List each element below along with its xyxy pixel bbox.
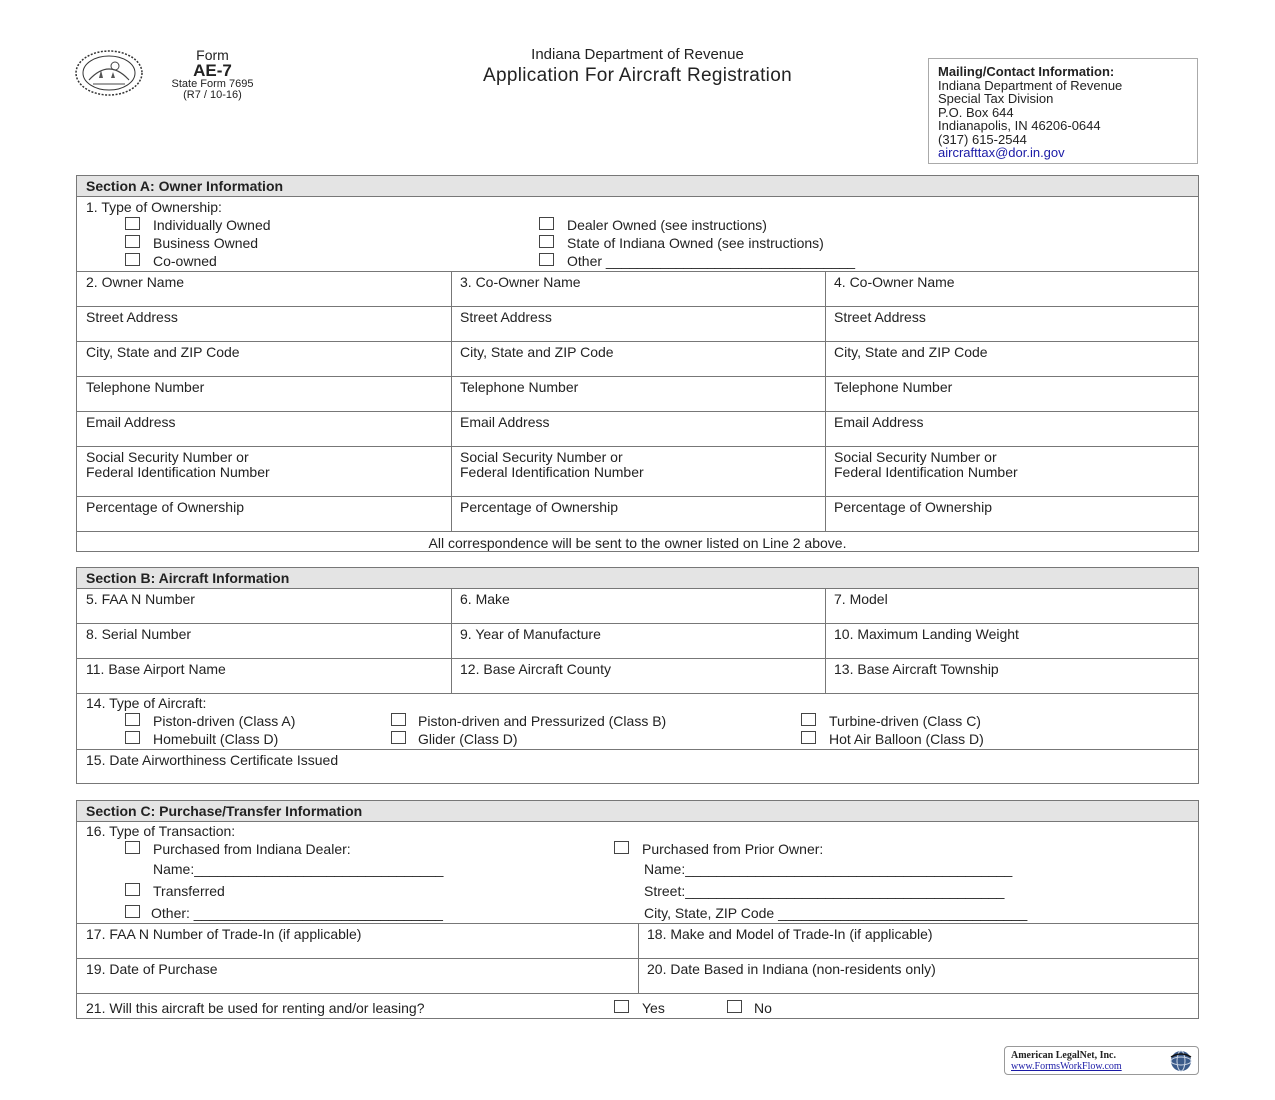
- section-b-title: Section B: Aircraft Information: [77, 568, 1198, 589]
- form-revision: (R7 / 10-16): [183, 89, 242, 101]
- state-seal-icon: [75, 50, 143, 96]
- form-header: [150, 48, 275, 101]
- make-field[interactable]: 6. Make: [460, 591, 510, 607]
- mailing-phone: (317) 615-2544: [938, 131, 1027, 147]
- no-label: No: [754, 1000, 772, 1016]
- prior-owner-name-field[interactable]: Name:__________________________________________: [644, 861, 1013, 877]
- ssn-label-line1: Social Security Number or: [460, 449, 623, 465]
- checkbox-state-owned[interactable]: [539, 235, 554, 248]
- aircraft-type-label: 14. Type of Aircraft:: [86, 695, 207, 711]
- globe-icon: [1168, 1049, 1194, 1073]
- year-of-manufacture-field[interactable]: 9. Year of Manufacture: [460, 626, 601, 642]
- owner-street-field[interactable]: Street Address: [86, 309, 178, 325]
- checkbox-purchased-from-dealer[interactable]: [125, 841, 140, 854]
- logo-url-link[interactable]: www.FormsWorkFlow.com: [1011, 1061, 1122, 1072]
- coowner1-ssn-field[interactable]: [451, 448, 653, 482]
- trade-in-make-model-field[interactable]: 18. Make and Model of Trade-In (if applicable): [647, 926, 933, 942]
- dealer-name-field[interactable]: Name:________________________________: [153, 861, 444, 877]
- checkbox-dealer-owned[interactable]: [539, 217, 554, 230]
- checkbox-rental-no[interactable]: [727, 1000, 742, 1013]
- coowner1-street-field[interactable]: Street Address: [460, 309, 552, 325]
- option-label: Purchased from Indiana Dealer:: [153, 841, 351, 857]
- option-label: Homebuilt (Class D): [153, 731, 279, 747]
- coowner2-city-field[interactable]: City, State and ZIP Code: [834, 344, 988, 360]
- yes-label: Yes: [642, 1000, 665, 1016]
- option-label: Piston-driven and Pressurized (Class B): [418, 713, 667, 729]
- title-block: [380, 46, 895, 87]
- owner-ssn-field[interactable]: [77, 448, 279, 482]
- ssn-label-line1: Social Security Number or: [86, 449, 249, 465]
- option-label: Purchased from Prior Owner:: [642, 841, 824, 857]
- option-label: Piston-driven (Class A): [153, 713, 296, 729]
- other-transaction-field[interactable]: Other: ________________________________: [151, 905, 443, 921]
- coowner1-email-field[interactable]: Email Address: [460, 414, 550, 430]
- ssn-label-line2: Federal Identification Number: [86, 464, 270, 480]
- date-based-in-indiana-field[interactable]: 20. Date Based in Indiana (non-residents only): [647, 961, 936, 977]
- model-field[interactable]: 7. Model: [834, 591, 888, 607]
- base-airport-name-field[interactable]: 11. Base Airport Name: [86, 661, 226, 677]
- ssn-label-line2: Federal Identification Number: [834, 464, 1018, 480]
- coowner1-city-field[interactable]: City, State and ZIP Code: [460, 344, 614, 360]
- coowner1-phone-field[interactable]: Telephone Number: [460, 379, 579, 395]
- coowner2-percentage-field[interactable]: Percentage of Ownership: [834, 499, 992, 515]
- option-label: Turbine-driven (Class C): [829, 713, 981, 729]
- coowner1-percentage-field[interactable]: Percentage of Ownership: [460, 499, 618, 515]
- transaction-type-label: 16. Type of Transaction:: [86, 823, 236, 839]
- correspondence-note: All correspondence will be sent to the owner listed on Line 2 above.: [428, 535, 847, 551]
- ownership-type-label: 1. Type of Ownership:: [86, 199, 222, 215]
- contact-email-link[interactable]: aircrafttax@dor.in.gov: [938, 145, 1065, 160]
- section-a-title: Section A: Owner Information: [77, 176, 1198, 197]
- logo-company-name: American LegalNet, Inc.: [1011, 1050, 1116, 1061]
- option-label: Glider (Class D): [418, 731, 518, 747]
- mailing-line: Indianapolis, IN 46206-0644: [938, 118, 1101, 133]
- form-number: AE-7: [193, 61, 232, 80]
- ssn-label-line1: Social Security Number or: [834, 449, 997, 465]
- checkbox-hot-air-balloon[interactable]: [801, 731, 816, 744]
- coowner1-name-field[interactable]: 3. Co-Owner Name: [460, 274, 581, 290]
- other-ownership-field[interactable]: Other ________________________________: [567, 253, 856, 269]
- max-landing-weight-field[interactable]: 10. Maximum Landing Weight: [834, 626, 1019, 642]
- option-label: Co-owned: [153, 253, 217, 269]
- faa-n-number-field[interactable]: 5. FAA N Number: [86, 591, 195, 607]
- form-label: Form: [196, 47, 229, 63]
- agency-name: Indiana Department of Revenue: [531, 46, 744, 63]
- checkbox-rental-yes[interactable]: [614, 1000, 629, 1013]
- option-label: State of Indiana Owned (see instructions): [567, 235, 824, 251]
- checkbox-glider[interactable]: [391, 731, 406, 744]
- checkbox-other-ownership[interactable]: [539, 253, 554, 266]
- option-label: Transferred: [153, 883, 225, 899]
- mailing-line: P.O. Box 644: [938, 104, 1014, 120]
- checkbox-turbine-driven[interactable]: [801, 713, 816, 726]
- coowner2-ssn-field[interactable]: [825, 448, 1027, 482]
- trade-in-n-number-field[interactable]: 17. FAA N Number of Trade-In (if applicable): [86, 926, 362, 942]
- owner-name-field[interactable]: 2. Owner Name: [86, 274, 185, 290]
- page-title: Application For Aircraft Registration: [483, 65, 792, 86]
- prior-owner-street-field[interactable]: Street:_________________________________________: [644, 883, 1005, 899]
- option-label: Individually Owned: [153, 217, 271, 233]
- base-aircraft-county-field[interactable]: 12. Base Aircraft County: [460, 661, 611, 677]
- option-label: Business Owned: [153, 235, 259, 251]
- base-aircraft-township-field[interactable]: 13. Base Aircraft Township: [834, 661, 999, 677]
- state-form-number: State Form 7695: [171, 78, 254, 90]
- airworthiness-date-field[interactable]: 15. Date Airworthiness Certificate Issued: [86, 752, 339, 768]
- checkbox-homebuilt[interactable]: [125, 731, 140, 744]
- checkbox-piston-driven[interactable]: [125, 713, 140, 726]
- rental-lease-question: 21. Will this aircraft be used for renting and/or leasing?: [86, 1000, 425, 1016]
- coowner2-street-field[interactable]: Street Address: [834, 309, 926, 325]
- mailing-line: Special Tax Division: [938, 91, 1054, 106]
- section-c-title: Section C: Purchase/Transfer Information: [77, 801, 1198, 822]
- owner-email-field[interactable]: Email Address: [86, 414, 176, 430]
- checkbox-transferred[interactable]: [125, 883, 140, 896]
- checkbox-other-transaction[interactable]: [125, 905, 140, 918]
- option-label: Hot Air Balloon (Class D): [829, 731, 984, 747]
- mailing-heading: Mailing/Contact Information:: [938, 64, 1115, 79]
- owner-phone-field[interactable]: Telephone Number: [86, 379, 205, 395]
- coowner2-phone-field[interactable]: Telephone Number: [834, 379, 953, 395]
- section-a-owner-information: [76, 175, 1199, 552]
- checkbox-individually-owned[interactable]: [125, 217, 140, 230]
- coowner2-email-field[interactable]: Email Address: [834, 414, 924, 430]
- date-of-purchase-field[interactable]: 19. Date of Purchase: [86, 961, 218, 977]
- coowner2-name-field[interactable]: 4. Co-Owner Name: [834, 274, 955, 290]
- owner-percentage-field[interactable]: Percentage of Ownership: [86, 499, 244, 515]
- mailing-contact-box: [928, 58, 1198, 164]
- ssn-label-line2: Federal Identification Number: [460, 464, 644, 480]
- checkbox-piston-pressurized[interactable]: [391, 713, 406, 726]
- prior-owner-city-field[interactable]: City, State, ZIP Code ________________________________: [644, 905, 1028, 921]
- american-legalnet-logo: [1004, 1046, 1199, 1075]
- option-label: Dealer Owned (see instructions): [567, 217, 767, 233]
- mailing-line: Indiana Department of Revenue: [938, 77, 1123, 93]
- serial-number-field[interactable]: 8. Serial Number: [86, 626, 192, 642]
- checkbox-purchased-from-prior-owner[interactable]: [614, 841, 629, 854]
- checkbox-business-owned[interactable]: [125, 235, 140, 248]
- section-b-aircraft-information: [76, 567, 1199, 784]
- section-c-purchase-transfer-information: [76, 800, 1199, 1019]
- checkbox-co-owned[interactable]: [125, 253, 140, 266]
- owner-city-field[interactable]: City, State and ZIP Code: [86, 344, 240, 360]
